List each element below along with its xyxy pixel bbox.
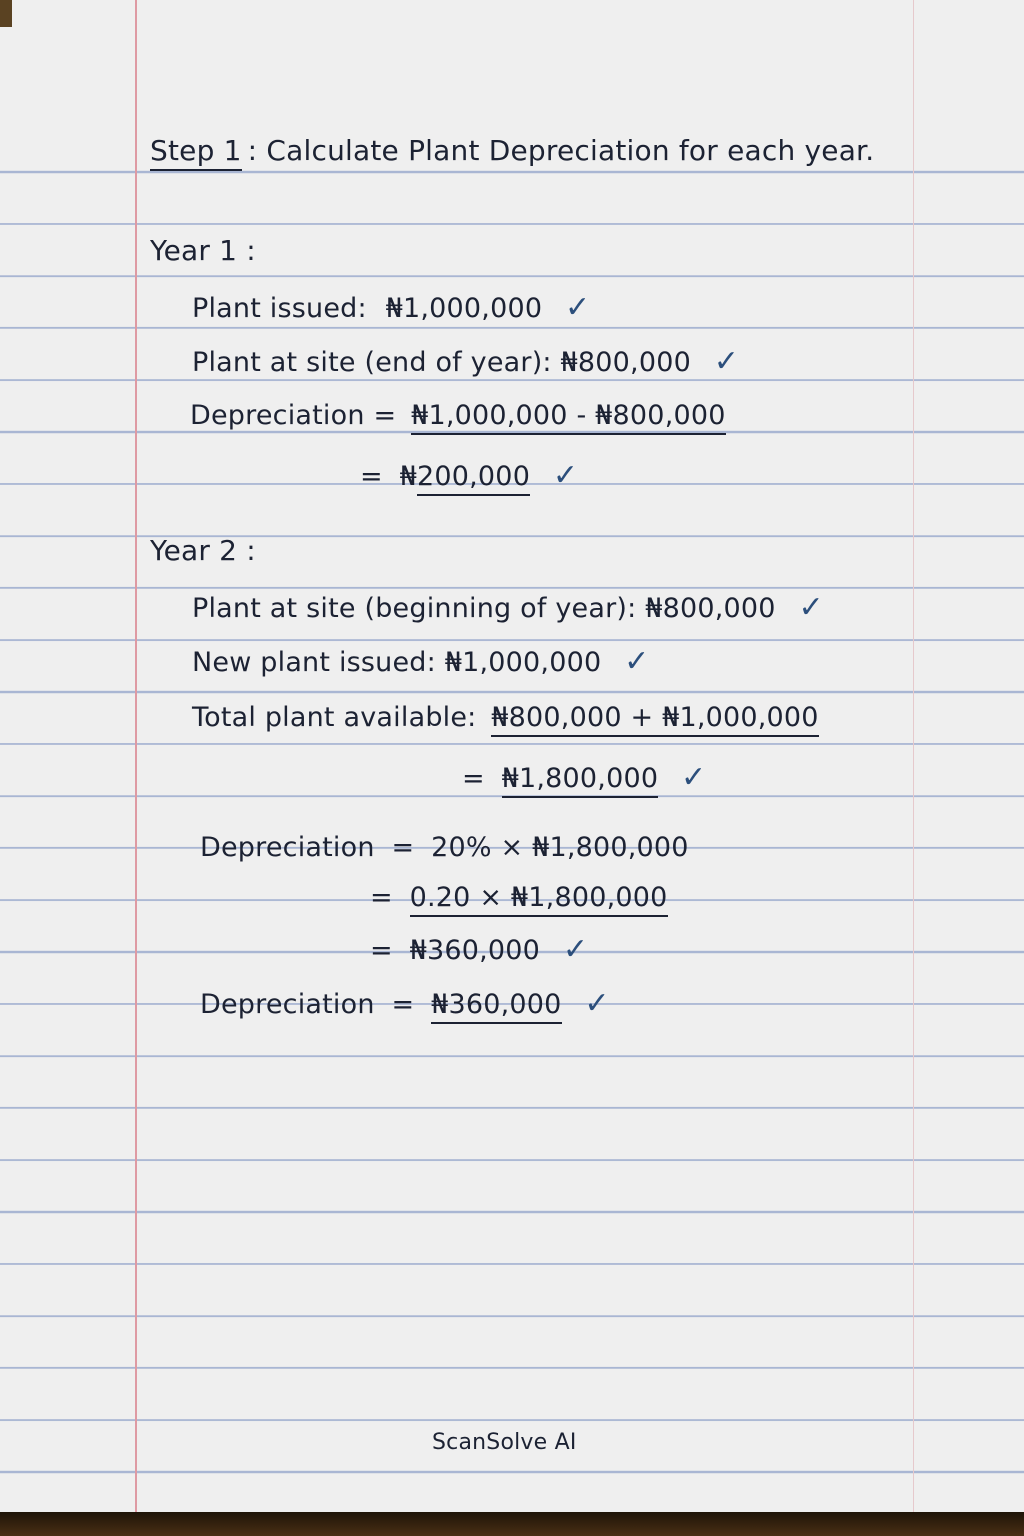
depreciation-formula: 20% × ₦1,800,000	[431, 832, 689, 863]
equals-sign: =	[391, 832, 415, 863]
equals-sign: =	[370, 882, 393, 913]
check-icon: ✓	[565, 290, 591, 325]
check-icon: ✓	[562, 932, 589, 967]
year2-total-result	[462, 760, 706, 795]
currency-symbol: ₦	[399, 461, 418, 492]
depreciation-computed-value: ₦360,000	[409, 935, 541, 966]
final-depreciation-label: Depreciation	[200, 989, 375, 1020]
year1-plant-issued	[192, 290, 590, 325]
right-margin-line	[913, 0, 914, 1512]
total-plant-label: Total plant available:	[192, 702, 477, 733]
year2-plant-at-site	[192, 590, 824, 625]
year2-heading: Year 2 :	[150, 534, 256, 567]
equals-sign: =	[360, 461, 383, 492]
step-label: Step 1	[150, 134, 242, 171]
depreciation-label: Depreciation	[200, 832, 375, 863]
year2-depreciation-line2	[370, 882, 668, 913]
total-plant-value: ₦1,800,000	[502, 763, 659, 798]
year1-depreciation	[190, 400, 726, 431]
year2-depreciation-line1	[200, 832, 689, 863]
corner-tape	[0, 0, 12, 27]
check-icon: ✓	[681, 760, 707, 795]
equals-sign: =	[462, 763, 485, 794]
check-icon: ✓	[584, 986, 610, 1021]
year2-total-plant	[192, 702, 819, 733]
depreciation-result-value: 200,000	[417, 461, 530, 496]
check-icon: ✓	[798, 590, 824, 625]
year2-depreciation-line3	[370, 932, 588, 967]
plant-issued-value: ₦1,000,000	[385, 293, 543, 324]
new-plant-label: New plant issued:	[192, 647, 436, 678]
plant-issued-label: Plant issued:	[192, 293, 367, 324]
check-icon: ✓	[713, 344, 740, 379]
final-depreciation-value: ₦360,000	[431, 989, 561, 1024]
equals-sign: =	[391, 989, 415, 1020]
year1-plant-at-site	[192, 344, 739, 379]
step-title	[150, 134, 874, 167]
red-margin-line	[135, 0, 137, 1512]
plant-at-site-label: Plant at site (end of year):	[192, 347, 552, 378]
plant-at-site-value: ₦800,000	[560, 347, 691, 378]
depreciation-label: Depreciation =	[190, 400, 397, 431]
year1-heading: Year 1 :	[150, 234, 256, 267]
depreciation-decimal-formula: 0.20 × ₦1,800,000	[410, 882, 668, 917]
year2-final-depreciation	[200, 986, 610, 1021]
year2-new-plant	[192, 644, 649, 679]
plant-at-site-label: Plant at site (beginning of year):	[192, 593, 637, 624]
check-icon: ✓	[552, 458, 579, 493]
equals-sign: =	[370, 935, 393, 966]
footer-brand: ScanSolve AI	[432, 1430, 577, 1455]
new-plant-value: ₦1,000,000	[444, 647, 602, 678]
total-plant-expression: ₦800,000 + ₦1,000,000	[491, 702, 818, 737]
plant-at-site-value: ₦800,000	[645, 593, 776, 624]
check-icon: ✓	[624, 644, 650, 679]
year1-depreciation-result	[360, 458, 578, 493]
desk-surface	[0, 1512, 1024, 1536]
depreciation-expression: ₦1,000,000 - ₦800,000	[411, 400, 726, 435]
step-title-text: : Calculate Plant Depreciation for each year.	[247, 134, 875, 167]
